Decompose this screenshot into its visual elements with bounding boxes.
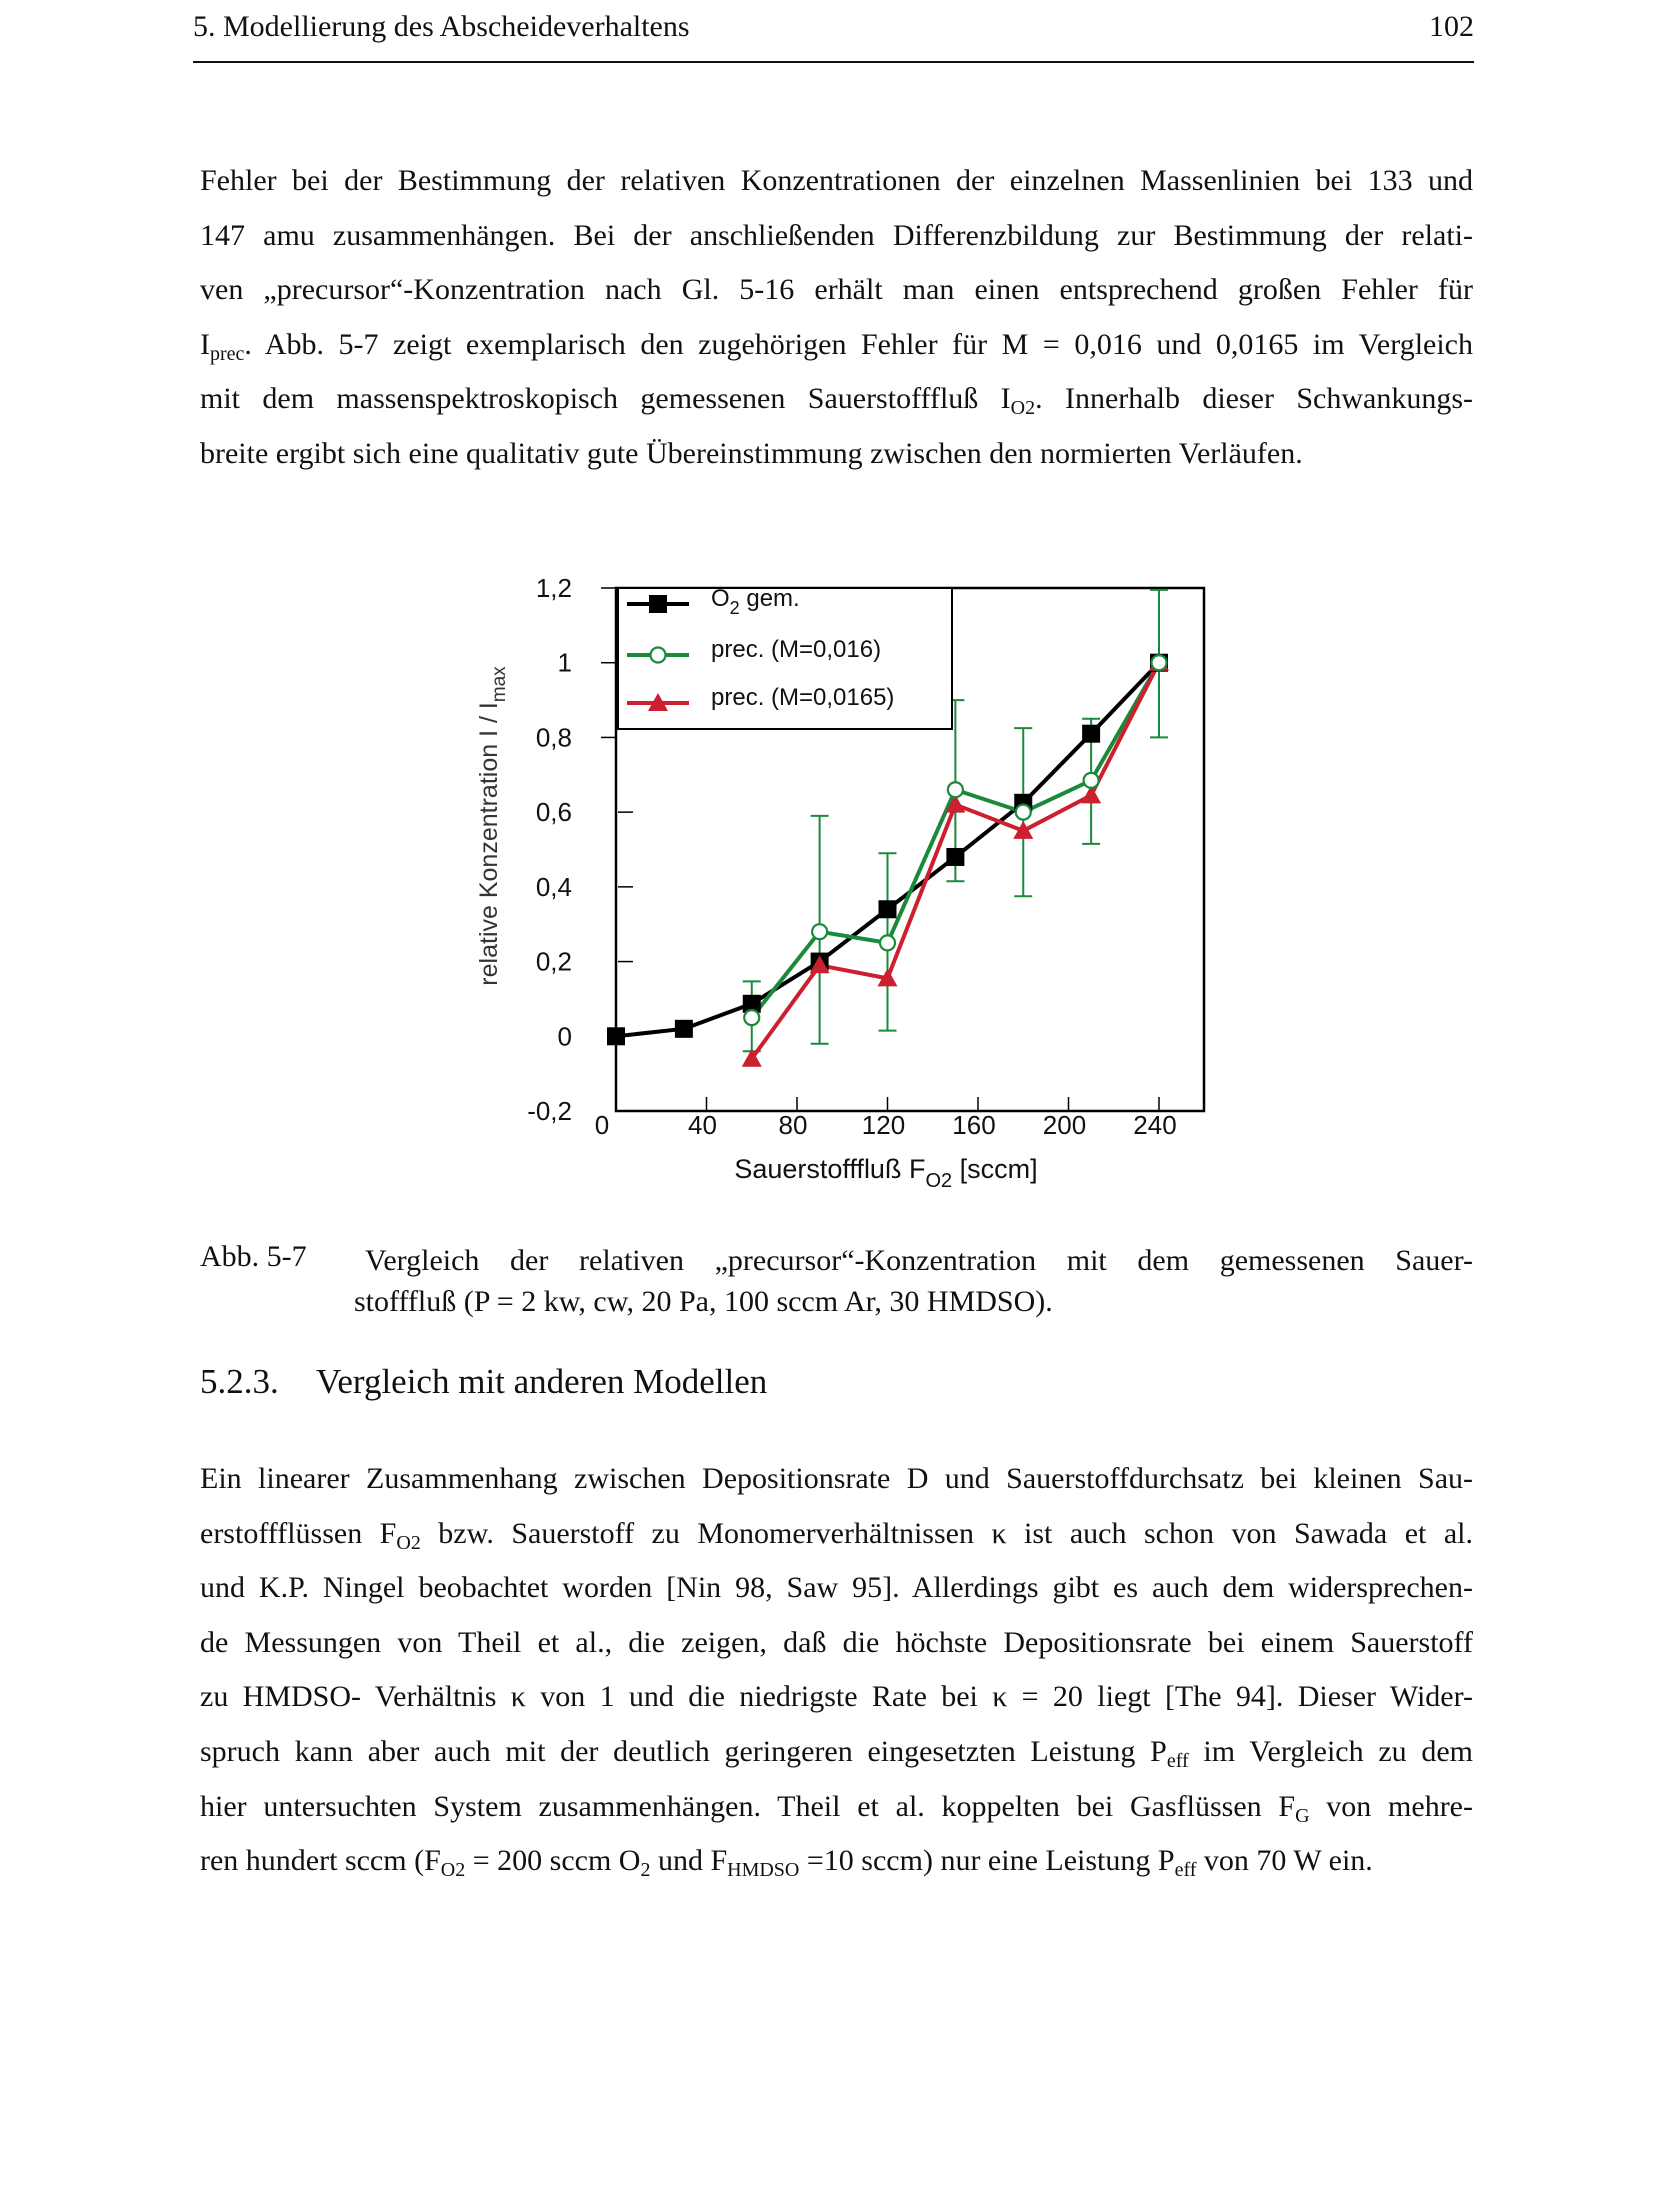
y-axis-label-subscript: max — [489, 666, 510, 703]
figure-caption-label: Abb. 5-7 — [200, 1240, 307, 1273]
legend-label: $O_2$ gem. — [711, 585, 800, 618]
y-tick-label: 0,8 — [535, 722, 572, 753]
circle-marker — [1084, 773, 1099, 788]
y-tick-label: 0,6 — [535, 797, 572, 828]
x-tick-label: 120 — [861, 1110, 906, 1140]
text-line: de Messungen von Theil et al., die zeigen, daß die höchste Depositionsrate bei einem Sauerstoff — [200, 1625, 1473, 1659]
page-number: 102 — [1429, 10, 1474, 43]
legend-label: prec. (M=0,016) — [711, 636, 882, 663]
x-axis-label-unit: [sccm] — [952, 1154, 1038, 1184]
text-line: ven „precursor“-Konzentration nach Gl. 5-16 erhält man einen entsprechend großen Fehler für — [200, 273, 1473, 307]
circle-marker — [948, 782, 963, 797]
paragraph-2 — [200, 1452, 1473, 1889]
header-rule — [193, 61, 1474, 63]
square-marker — [649, 595, 667, 613]
y-axis-label: relative Konzentration I / $I_{max}$ — [475, 666, 510, 986]
circle-marker — [812, 924, 827, 939]
subscript: 2 — [640, 1859, 651, 1882]
y-tick-label: 0,4 — [535, 871, 572, 902]
subscript: eff — [1174, 1859, 1197, 1882]
running-header-title: 5. Modellierung des Abscheideverhaltens — [193, 10, 690, 43]
y-tick-label: 0,2 — [535, 946, 572, 977]
subscript: G — [1295, 1804, 1310, 1827]
subscript: HMDSO — [727, 1859, 800, 1882]
legend-label-subscript: 2 — [729, 598, 740, 618]
legend-label-suffix: gem. — [739, 585, 800, 612]
circle-marker — [880, 935, 895, 950]
square-marker — [675, 1020, 693, 1038]
section-title: Vergleich mit anderen Modellen — [316, 1362, 768, 1401]
section-number: 5.2.3. — [200, 1362, 279, 1401]
x-axis-label-subscript: O2 — [925, 1170, 953, 1192]
y-tick-label: 1 — [557, 647, 572, 678]
circle-marker — [651, 648, 666, 663]
y-tick-label: 0 — [557, 1021, 572, 1052]
square-marker — [607, 1027, 625, 1045]
text-line: zu HMDSO- Verhältnis κ von 1 und die niedrigste Rate bei κ = 20 liegt [The 94]. Dieser Wider- — [200, 1680, 1473, 1714]
text-line: spruch kann aber auch mit der deutlich geringeren eingesetzten Leistung $P_{eff}$ im Vergleich zu dem — [200, 1734, 1474, 1772]
subscript: O2 — [440, 1859, 466, 1882]
x-axis-label: Sauerstofffluß $F_{O2}$ [sccm] — [734, 1154, 1038, 1192]
text-line: hier untersuchten System zusammenhängen. Theil et al. koppelten bei Gasflüssen $F_G$ von mehre- — [200, 1789, 1473, 1827]
circle-marker — [1016, 805, 1031, 820]
square-marker — [879, 900, 897, 918]
figure-chart — [440, 540, 1240, 1220]
square-marker — [946, 848, 964, 866]
caption-line-2: stofffluß (P = 2 kw, cw, 20 Pa, 100 sccm Ar, 30 HMDSO). — [354, 1285, 1053, 1318]
x-tick-label: 0 — [594, 1110, 610, 1140]
circle-marker — [1152, 655, 1167, 670]
x-tick-label: 160 — [952, 1110, 996, 1140]
paragraph-1 — [200, 154, 1473, 482]
y-tick-label: -0,2 — [527, 1096, 572, 1126]
legend-label: prec. (M=0,0165) — [711, 684, 895, 711]
subscript: eff — [1166, 1749, 1189, 1772]
text-line: Ein linearer Zusammenhang zwischen Depositionsrate D und Sauerstoffdurchsatz bei kleinen Sau- — [200, 1462, 1473, 1495]
text-line: und K.P. Ningel beobachtet worden [Nin 98, Saw 95]. Allerdings gibt es auch dem widersprechen- — [200, 1571, 1473, 1605]
figure-caption — [354, 1240, 1473, 1322]
x-tick-label: 240 — [1133, 1110, 1177, 1140]
caption-line-1: Vergleich der relativen „precursor“-Konzentration mit dem gemessenen Sauer- — [365, 1244, 1473, 1277]
y-tick-label: 1,2 — [535, 573, 572, 603]
text-line: mit dem massenspektroskopisch gemessenen Sauerstofffluß $I_{O2}$. Innerhalb dieser Schwankungs- — [200, 382, 1473, 420]
text-line: 147 amu zusammenhängen. Bei der anschließenden Differenzbildung zur Bestimmung der relati- — [200, 218, 1473, 252]
text-line: erstoffflüssen $F_{O2}$ bzw. Sauerstoff zu Monomerverhältnissen κ ist auch schon von Sawada et al. — [200, 1516, 1473, 1554]
section-heading — [200, 1362, 767, 1402]
square-marker — [1082, 725, 1100, 743]
circle-marker — [744, 1010, 759, 1025]
text-line: Fehler bei der Bestimmung der relativen Konzentrationen der einzelnen Massenlinien bei 133 und — [200, 164, 1473, 197]
text-line: $I_{prec}$. Abb. 5-7 zeigt exemplarisch den zugehörigen Fehler für M = 0,016 und 0,0165 im Vergleich — [200, 327, 1473, 365]
x-tick-label: 80 — [778, 1110, 808, 1140]
x-tick-label: 200 — [1042, 1110, 1087, 1140]
subscript: O2 — [396, 1531, 421, 1554]
subscript: prec — [210, 342, 245, 365]
text-line: ren hundert sccm ($F_{O2} = 200$ sccm $O_2$ und $F_{HMDSO} =10$ sccm) nur eine Leistung $P_{eff}$ von 70 W ein. — [200, 1844, 1373, 1882]
text-line: breite ergibt sich eine qualitativ gute Übereinstimmung zwischen den normierten Verläufen. — [200, 436, 1303, 470]
x-tick-label: 40 — [688, 1110, 717, 1140]
subscript: O2 — [1010, 397, 1036, 420]
